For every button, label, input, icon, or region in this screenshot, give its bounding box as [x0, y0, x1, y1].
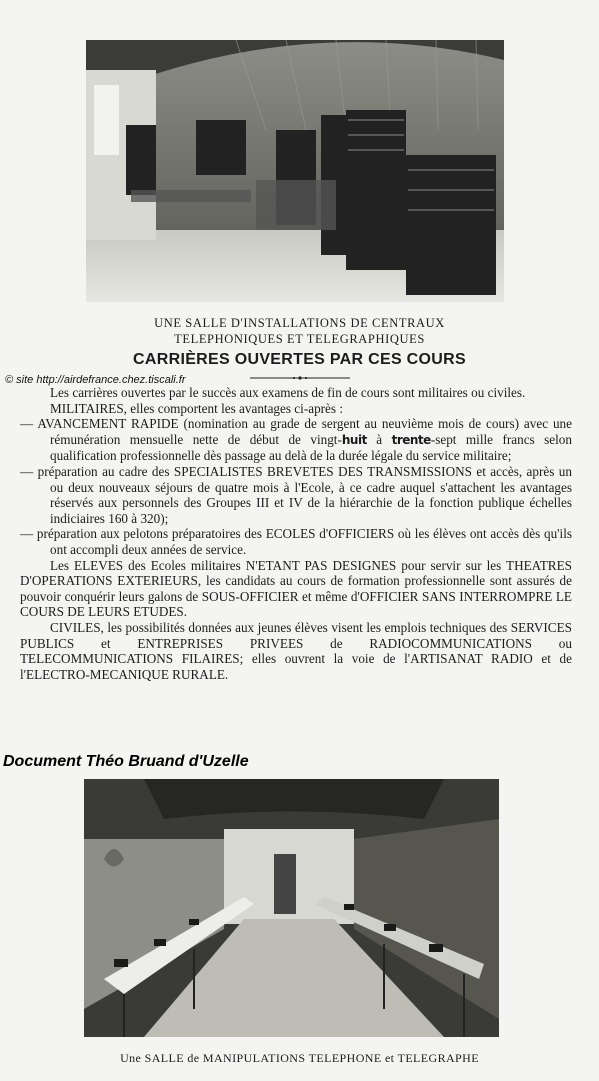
paragraph-officer-schools: — préparation aux pelotons préparatoires des ECOLES d'OFFICIERS où les élèves ont accès dès qu'ils ont accompli deux années de service.	[20, 526, 572, 557]
photo-practice-room	[84, 779, 499, 1037]
handwritten-correction-huit: huit	[341, 432, 367, 447]
document-credit-watermark: Document Théo Bruand d'Uzelle	[3, 753, 252, 771]
handwritten-correction-trente: trente	[391, 432, 431, 447]
photo-exchange-hall	[86, 40, 504, 302]
photo-caption-bottom: Une SALLE de MANIPULATIONS TELEPHONE et TELEGRAPHE	[120, 1051, 479, 1065]
paragraph-military-heading: MILITAIRES, elles comportent les avantages ci-après :	[50, 400, 344, 416]
section-heading: CARRIÈRES OUVERTES PAR CES COURS	[133, 351, 466, 368]
photo-practice-room-image	[84, 779, 499, 1037]
photo-caption-top-line2: TELEPHONIQUES ET TELEGRAPHIQUES	[174, 332, 425, 346]
advancement-text-end: -sept mille francs selon qualification professionnelle dès passage au delà de la durée légale du service militaire;	[50, 431, 572, 464]
advancement-text-start: — AVANCEMENT RAPIDE (nomination au grade de sergent au neuvième mois de cours) avec une rémunération mensuelle nette de début de vingt-	[20, 416, 572, 447]
paragraph-civil-careers: CIVILES, les possibilités données aux jeunes élèves visent les emplois techniques des SERVICES PUBLICS et ENTREPRISES PRIVEES de RADIOCOMMUNICATIONS ou TELECOMMUNICATIONS FILAIRES; elles ouvrent la voie de l'ARTISANAT RADIO et de l'ELECTRO-MECANIQUE RURALE.	[20, 619, 572, 682]
site-watermark: © site http://airdefrance.chez.tiscali.fr	[5, 374, 189, 386]
article-body	[20, 385, 572, 682]
paragraph-students: Les ELEVES des Ecoles militaires N'ETANT PAS DESIGNES pour servir sur les THEATRES D'OPERATIONS EXTERIEURS, les candidats au cours de formation professionnelle sont assurés de pouvoir conquérir leurs galons de SOUS-OFFICIER et même d'OFFICIER SANS INTERROMPRE LE COURS DE LEURS ETUDES.	[20, 557, 572, 620]
photo-caption-top-line1: UNE SALLE D'INSTALLATIONS DE CENTRAUX	[154, 316, 445, 330]
paragraph-intro: Les carrières ouvertes par le succès aux examens de fin de cours sont militaires ou civiles.	[50, 385, 526, 400]
paragraph-rapid-advancement	[20, 416, 572, 464]
photo-exchange-hall-image	[86, 40, 504, 302]
paragraph-specialists: — préparation au cadre des SPECIALISTES BREVETES DES TRANSMISSIONS et accès, après un ou deux nouveaux séjours de quatre mois à l'Ecole, à ce cadre auquel s'attachent les avantages réservés aux personnels des Groupes III et IV de la hiérarchie de la fonction publique échelles indiciaires 160 à 320);	[20, 463, 572, 526]
heading-ornament-rule	[250, 374, 350, 382]
advancement-text-mid: à	[366, 431, 392, 447]
